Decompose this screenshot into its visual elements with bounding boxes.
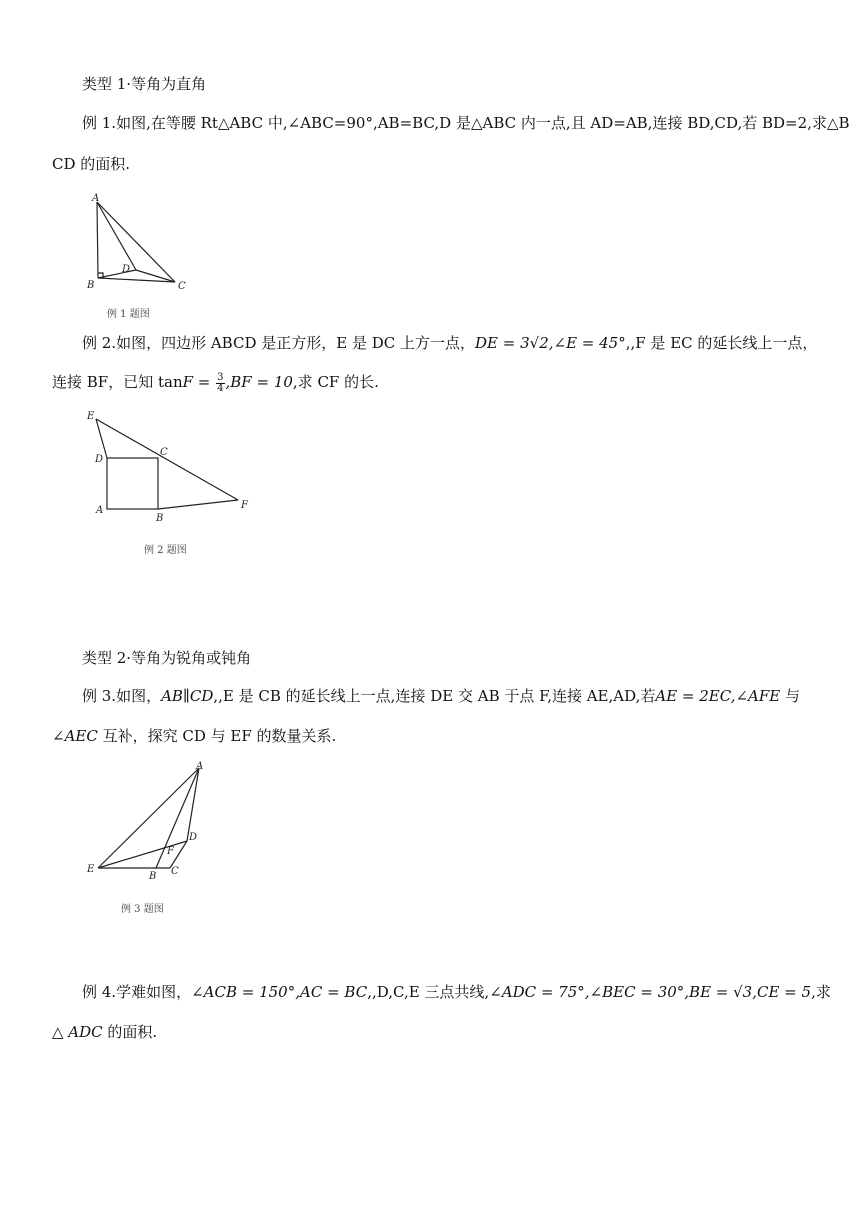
example3-figure xyxy=(84,758,214,883)
ex2-label-f: F xyxy=(241,500,248,511)
example2-text-line1: 例 2.如图，四边形 ABCD 是正方形，E 是 DC 上方一点，DE = 3√2,∠E = 45°,,F 是 EC 的延长线上一点， xyxy=(82,334,818,352)
ex1-label-d: D xyxy=(122,264,131,275)
example2-caption: 例 2 题图 xyxy=(144,545,187,556)
ex2-label-e: E xyxy=(87,411,95,422)
example1-text-line1: 例 1.如图,在等腰 Rt△ABC 中,∠ABC=90°,AB=BC,D 是△ABC 内一点,且 AD=AB,连接 BD,CD,若 BD=2,求△B xyxy=(82,114,850,132)
example1-figure xyxy=(84,190,204,294)
fraction-three-quarters: $\frac{3}{4}$ xyxy=(217,371,224,394)
section-heading-type1: 类型 1·等角为直角 xyxy=(82,75,207,93)
ex2-label-b: B xyxy=(156,513,164,524)
ex1-label-c: C xyxy=(178,281,186,292)
example3-caption: 例 3 题图 xyxy=(121,904,164,915)
ex3-label-f: F xyxy=(167,846,174,857)
ex1-label-a: A xyxy=(92,193,100,204)
example1-text-line2: CD 的面积. xyxy=(52,155,131,173)
example1-caption: 例 1 题图 xyxy=(107,309,150,320)
ex3-label-c: C xyxy=(171,866,179,877)
example4-text-line2: △ ADC 的面积. xyxy=(52,1023,158,1041)
ex3-label-a: A xyxy=(196,761,204,772)
example4-text-line1: 例 4.学难如图，∠ACB = 150°,AC = BC,,D,C,E 三点共线,∠ADC = 75°,∠BEC = 30°,BE = √3,CE = 5,求 xyxy=(82,983,831,1001)
example2-figure xyxy=(84,405,259,525)
ex2-label-d: D xyxy=(95,454,104,465)
ex3-label-b: B xyxy=(149,871,157,882)
example3-text-line1: 例 3.如图，AB∥CD,,E 是 CB 的延长线上一点,连接 DE 交 AB 于点 F,连接 AE,AD,若AE = 2EC,∠AFE 与 xyxy=(82,687,801,705)
ex3-label-e: E xyxy=(87,864,95,875)
ex1-label-b: B xyxy=(87,280,95,291)
ex3-label-d: D xyxy=(189,832,198,843)
example3-text-line2: ∠AEC 互补，探究 CD 与 EF 的数量关系. xyxy=(52,727,337,745)
example2-text-line2: 连接 BF，已知 tanF = $\frac{3}{4}$ ,BF = 10,求 CF 的长. xyxy=(52,371,379,394)
section-heading-type2: 类型 2·等角为锐角或钝角 xyxy=(82,649,252,667)
ex2-label-c: C xyxy=(160,447,168,458)
ex2-label-a: A xyxy=(96,505,104,516)
